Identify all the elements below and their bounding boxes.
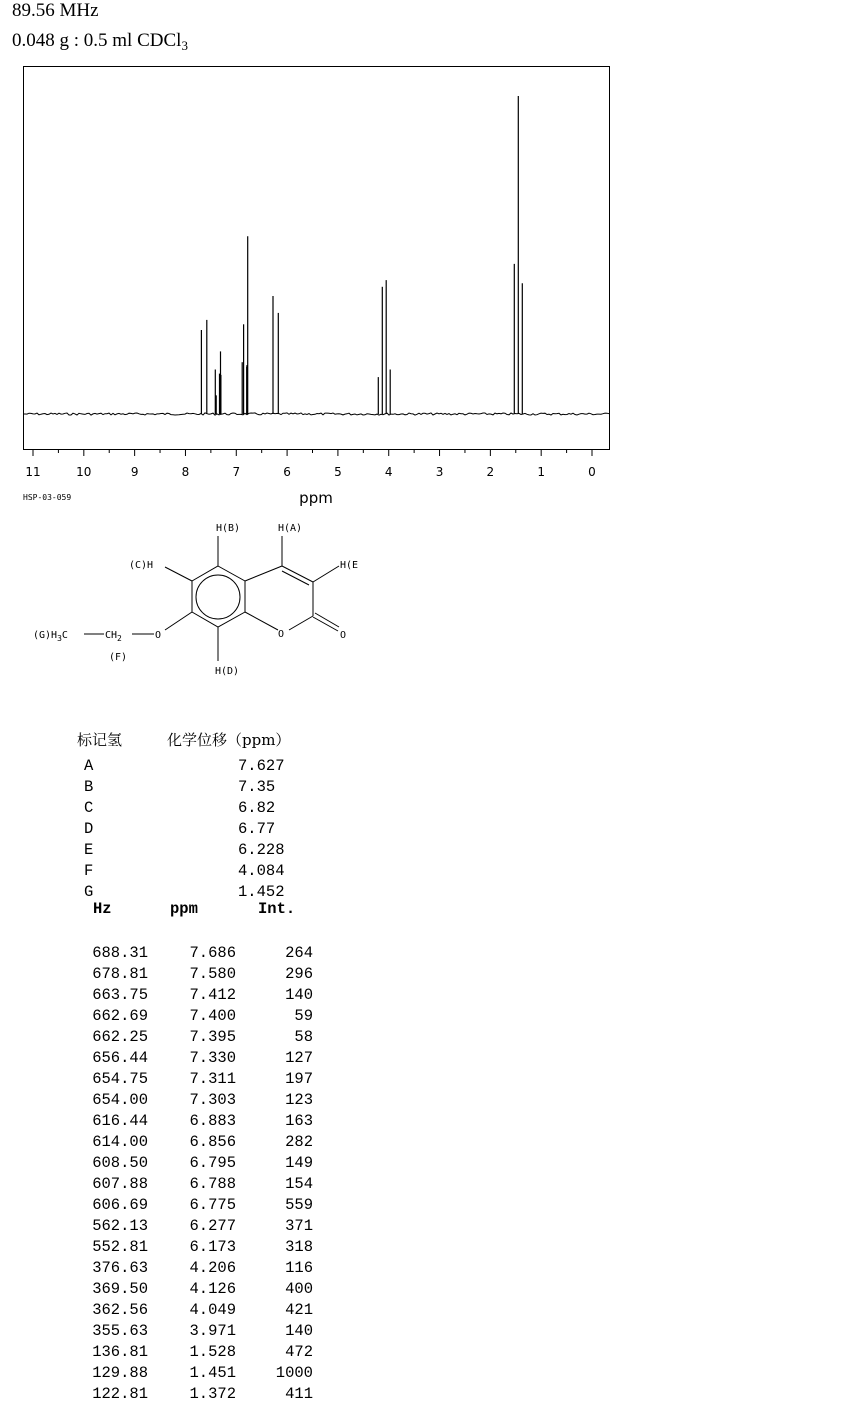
peak-hz-cell: 362.56 bbox=[92, 1301, 148, 1319]
peak-int-cell: 58 bbox=[294, 1028, 313, 1046]
peak-hz-cell: 678.81 bbox=[92, 965, 148, 983]
peak-ppm-cell: 7.395 bbox=[189, 1028, 236, 1046]
peak-int-cell: 154 bbox=[285, 1175, 313, 1193]
carbonyl-oxygen: O bbox=[340, 630, 347, 641]
peak-hz-cell: 663.75 bbox=[92, 986, 148, 1004]
peak-int-cell: 296 bbox=[285, 965, 313, 983]
peak-int-cell: 1000 bbox=[275, 1364, 313, 1382]
shift-column-header: 化学位移（ppm） bbox=[167, 731, 291, 749]
x-tick-label: 11 bbox=[25, 465, 41, 479]
peak-hz-cell: 369.50 bbox=[92, 1280, 148, 1298]
peak-ppm-cell: 6.883 bbox=[189, 1112, 236, 1130]
assignment-label: A bbox=[84, 757, 94, 775]
peak-int-cell: 472 bbox=[285, 1343, 313, 1361]
label-g-prefix: (G)H bbox=[33, 630, 58, 641]
assignment-label: E bbox=[84, 841, 94, 859]
assignment-shift: 7.627 bbox=[238, 757, 285, 775]
peak-int-cell: 116 bbox=[285, 1259, 313, 1277]
nmr-spectrum-chart bbox=[0, 0, 850, 520]
hz-column-header: Hz bbox=[93, 900, 112, 918]
label-g-sub: 3 bbox=[57, 634, 62, 643]
assignment-shift: 1.452 bbox=[238, 883, 285, 901]
peak-hz-cell: 136.81 bbox=[92, 1343, 148, 1361]
label-h-a: H(A) bbox=[278, 523, 303, 534]
ring-oxygen: O bbox=[278, 629, 285, 640]
bond-h-c bbox=[165, 567, 192, 581]
peak-ppm-cell: 6.775 bbox=[189, 1196, 236, 1214]
peak-hz-cell: 606.69 bbox=[92, 1196, 148, 1214]
peak-ppm-cell: 7.580 bbox=[189, 965, 236, 983]
assignment-shift: 6.82 bbox=[238, 799, 276, 817]
bond-c4a-c4 bbox=[245, 566, 282, 581]
peak-ppm-cell: 7.303 bbox=[189, 1091, 236, 1109]
label-ch2-text: CH bbox=[105, 630, 118, 641]
assignment-label: G bbox=[84, 883, 94, 901]
peak-int-cell: 127 bbox=[285, 1049, 313, 1067]
bond-o1-c8a bbox=[245, 612, 278, 630]
spectrum-peaks bbox=[201, 96, 522, 414]
label-g-methyl bbox=[33, 630, 68, 643]
spectrum-baseline bbox=[24, 413, 609, 415]
peak-int-cell: 318 bbox=[285, 1238, 313, 1256]
spectrum-code: HSP-03-059 bbox=[23, 493, 72, 502]
peak-hz-cell: 662.25 bbox=[92, 1028, 148, 1046]
peak-int-cell: 140 bbox=[285, 1322, 313, 1340]
peak-ppm-cell: 3.971 bbox=[189, 1322, 236, 1340]
structure-bonds bbox=[84, 536, 339, 661]
label-h-c: (C)H bbox=[129, 560, 154, 571]
label-column-header: 标记氢 bbox=[77, 731, 123, 749]
peak-hz-cell: 616.44 bbox=[92, 1112, 148, 1130]
int-column-header: Int. bbox=[258, 900, 296, 918]
x-tick-label: 10 bbox=[76, 465, 92, 479]
peak-int-cell: 123 bbox=[285, 1091, 313, 1109]
peak-int-cell: 197 bbox=[285, 1070, 313, 1088]
peak-hz-cell: 607.88 bbox=[92, 1175, 148, 1193]
assignment-label: D bbox=[84, 820, 94, 838]
peak-hz-cell: 552.81 bbox=[92, 1238, 148, 1256]
x-tick-label: 2 bbox=[486, 465, 495, 479]
peak-ppm-cell: 1.528 bbox=[189, 1343, 236, 1361]
x-tick-label: 7 bbox=[232, 465, 241, 479]
peak-int-cell: 371 bbox=[285, 1217, 313, 1235]
x-tick-label: 0 bbox=[588, 465, 596, 479]
peak-int-cell: 149 bbox=[285, 1154, 313, 1172]
peak-hz-cell: 614.00 bbox=[92, 1133, 148, 1151]
peak-int-cell: 163 bbox=[285, 1112, 313, 1130]
label-g-c: C bbox=[61, 630, 68, 641]
peak-ppm-cell: 4.126 bbox=[189, 1280, 236, 1298]
aromatic-circle bbox=[196, 575, 240, 619]
x-tick-label: 9 bbox=[130, 465, 139, 479]
peak-ppm-cell: 1.451 bbox=[189, 1364, 236, 1382]
x-tick-label: 5 bbox=[334, 465, 342, 479]
peak-ppm-cell: 6.856 bbox=[189, 1133, 236, 1151]
x-axis-ticks bbox=[33, 449, 592, 456]
label-h-b: H(B) bbox=[216, 523, 241, 534]
sample-text: 0.048 g : 0.5 ml CDCl bbox=[12, 30, 182, 51]
bond-carbonyl bbox=[313, 617, 338, 631]
peak-hz-cell: 608.50 bbox=[92, 1154, 148, 1172]
peak-ppm-cell: 7.412 bbox=[189, 986, 236, 1004]
peak-int-cell: 59 bbox=[294, 1007, 313, 1025]
peak-ppm-cell: 4.049 bbox=[189, 1301, 236, 1319]
x-tick-label: 1 bbox=[537, 465, 546, 479]
x-axis-tick-labels bbox=[25, 465, 595, 479]
label-f: (F) bbox=[109, 652, 128, 663]
peak-hz-cell: 662.69 bbox=[92, 1007, 148, 1025]
bond-carbonyl-double bbox=[315, 613, 339, 627]
peak-ppm-cell: 7.311 bbox=[189, 1070, 236, 1088]
peak-hz-cell: 656.44 bbox=[92, 1049, 148, 1067]
peak-ppm-cell: 7.686 bbox=[189, 944, 236, 962]
ppm-column-header: ppm bbox=[170, 900, 198, 918]
assignment-shift: 7.35 bbox=[238, 778, 276, 796]
peak-int-cell: 421 bbox=[285, 1301, 313, 1319]
assignment-label: B bbox=[84, 778, 94, 796]
peak-ppm-cell: 1.372 bbox=[189, 1385, 236, 1403]
x-tick-label: 8 bbox=[181, 465, 190, 479]
peak-hz-cell: 355.63 bbox=[92, 1322, 148, 1340]
assignment-shift: 4.084 bbox=[238, 862, 285, 880]
peak-int-cell: 400 bbox=[285, 1280, 313, 1298]
x-axis-label: ppm bbox=[299, 489, 333, 507]
peak-hz-cell: 688.31 bbox=[92, 944, 148, 962]
bond-ether bbox=[165, 612, 192, 630]
peak-hz-cell: 122.81 bbox=[92, 1385, 148, 1403]
peak-ppm-cell: 7.400 bbox=[189, 1007, 236, 1025]
peak-hz-cell: 654.00 bbox=[92, 1091, 148, 1109]
structure-labels bbox=[33, 523, 358, 677]
peak-ppm-cell: 6.795 bbox=[189, 1154, 236, 1172]
peak-hz-cell: 562.13 bbox=[92, 1217, 148, 1235]
x-tick-label: 6 bbox=[283, 465, 291, 479]
peak-ppm-cell: 7.330 bbox=[189, 1049, 236, 1067]
peak-ppm-cell: 6.173 bbox=[189, 1238, 236, 1256]
assignment-shift: 6.77 bbox=[238, 820, 276, 838]
peak-int-cell: 282 bbox=[285, 1133, 313, 1151]
peak-ppm-cell: 4.206 bbox=[189, 1259, 236, 1277]
assignment-label: C bbox=[84, 799, 94, 817]
ether-oxygen: O bbox=[155, 630, 162, 641]
label-h-d: H(D) bbox=[215, 666, 240, 677]
assignment-shift: 6.228 bbox=[238, 841, 285, 859]
sample-subscript: 3 bbox=[181, 38, 188, 53]
x-tick-label: 3 bbox=[435, 465, 444, 479]
plot-frame bbox=[24, 67, 610, 450]
label-ch2 bbox=[105, 630, 122, 643]
label-h-e: H(E bbox=[340, 560, 359, 571]
peak-hz-cell: 654.75 bbox=[92, 1070, 148, 1088]
bond-c2-o1 bbox=[289, 616, 313, 630]
peak-int-cell: 140 bbox=[285, 986, 313, 1004]
peak-ppm-cell: 6.788 bbox=[189, 1175, 236, 1193]
peak-int-cell: 559 bbox=[285, 1196, 313, 1214]
bond-h-e bbox=[313, 566, 339, 582]
x-tick-label: 4 bbox=[384, 465, 393, 479]
peak-int-cell: 411 bbox=[285, 1385, 313, 1403]
peak-int-cell: 264 bbox=[285, 944, 313, 962]
peak-ppm-cell: 6.277 bbox=[189, 1217, 236, 1235]
spectrometer-frequency: 89.56 MHz bbox=[12, 0, 99, 21]
benzene-ring bbox=[192, 566, 245, 627]
peak-hz-cell: 129.88 bbox=[92, 1364, 148, 1382]
assignment-label: F bbox=[84, 862, 94, 880]
bond-c4-c3 bbox=[282, 566, 313, 582]
peak-hz-cell: 376.63 bbox=[92, 1259, 148, 1277]
bond-c4-c3-double bbox=[282, 571, 309, 585]
label-ch2-sub: 2 bbox=[117, 634, 122, 643]
